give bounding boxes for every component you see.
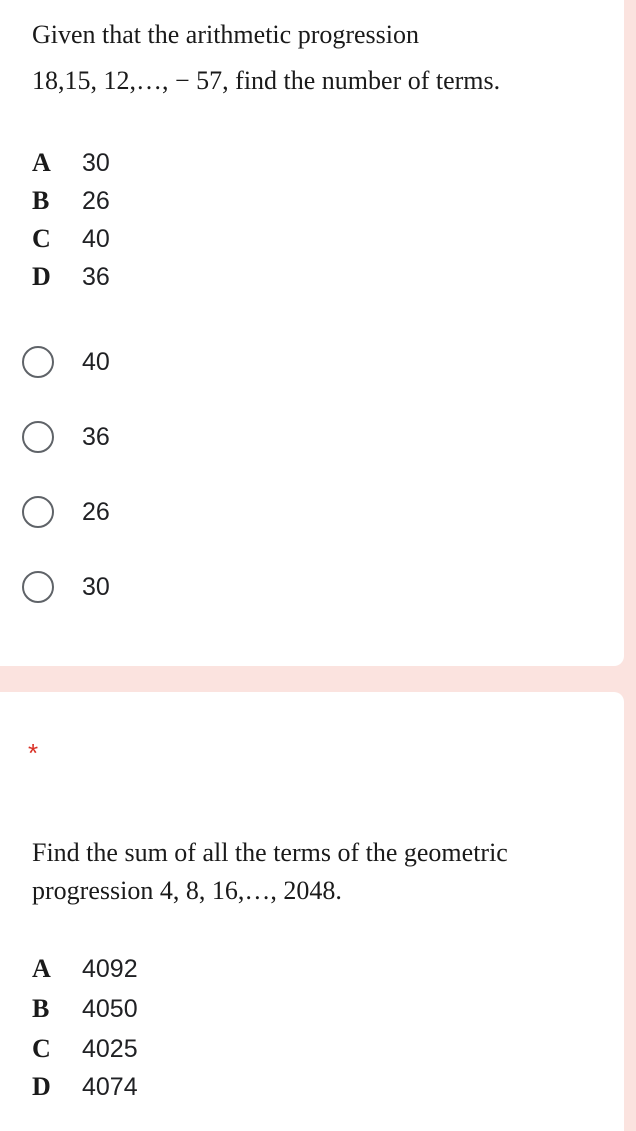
option-row-b — [32, 185, 110, 217]
option-value: 4092 — [82, 954, 138, 983]
question-text-line-2: progression 4, 8, 16,…, 2048. — [32, 876, 342, 905]
option-row-c — [32, 223, 110, 255]
option-value: 4050 — [82, 994, 138, 1023]
radio-button-icon[interactable] — [22, 346, 54, 378]
required-asterisk: * — [28, 738, 39, 768]
option-letter: C — [32, 224, 51, 253]
question-card-2 — [0, 692, 624, 1131]
option-letter: A — [32, 954, 51, 983]
question-text-line-1: Find the sum of all the terms of the geometric — [32, 838, 508, 867]
option-value: 40 — [82, 224, 110, 253]
radio-button-icon[interactable] — [22, 421, 54, 453]
option-value: 4074 — [82, 1072, 138, 1101]
radio-button-icon[interactable] — [22, 571, 54, 603]
option-value: 30 — [82, 148, 110, 177]
radio-button-icon[interactable] — [22, 496, 54, 528]
option-row-a — [32, 953, 138, 985]
option-value: 36 — [82, 262, 110, 291]
option-letter: B — [32, 186, 50, 215]
option-letter: A — [32, 148, 51, 177]
radio-choice-4[interactable] — [22, 567, 110, 607]
option-value: 4025 — [82, 1034, 138, 1063]
option-row-b — [32, 993, 138, 1025]
option-row-d — [32, 1071, 138, 1103]
radio-choice-2[interactable] — [22, 417, 110, 457]
question-text-line-2: 18,15, 12,…, − 57, find the number of terms. — [32, 66, 501, 95]
option-value: 26 — [82, 186, 110, 215]
radio-choice-label: 40 — [82, 347, 110, 376]
radio-choice-label: 26 — [82, 497, 110, 526]
option-row-d — [32, 261, 110, 293]
radio-choice-1[interactable] — [22, 342, 110, 382]
option-letter: D — [32, 262, 51, 291]
radio-choice-3[interactable] — [22, 492, 110, 532]
option-row-a — [32, 147, 110, 179]
option-letter: C — [32, 1034, 51, 1063]
question-text-line-1: Given that the arithmetic progression — [32, 20, 420, 49]
radio-choice-label: 36 — [82, 422, 110, 451]
option-letter: B — [32, 994, 50, 1023]
radio-choice-label: 30 — [82, 572, 110, 601]
option-row-c — [32, 1033, 138, 1065]
option-letter: D — [32, 1072, 51, 1101]
